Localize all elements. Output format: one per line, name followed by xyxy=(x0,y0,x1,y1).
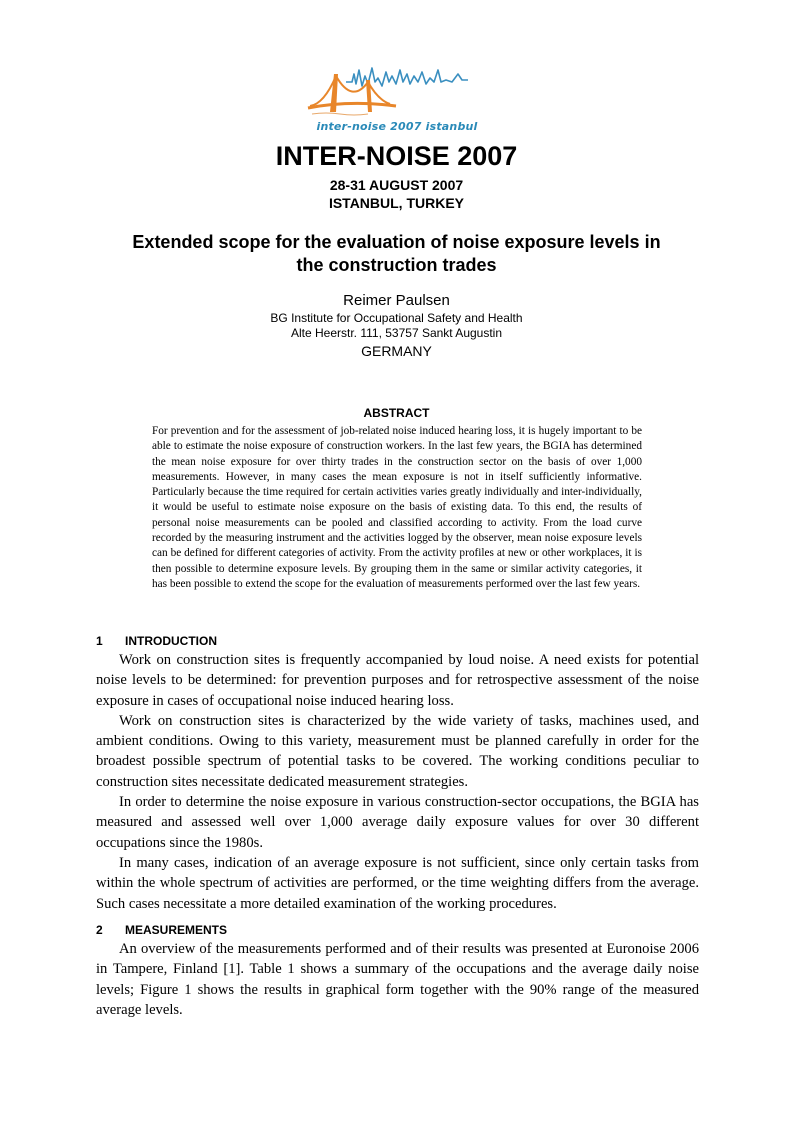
section-number: 1 xyxy=(96,634,103,648)
logo-text: inter-noise 2007 istanbul xyxy=(316,120,478,133)
section-title: INTRODUCTION xyxy=(125,634,217,648)
section-body-introduction xyxy=(96,650,699,914)
paragraph: An overview of the measurements performed and of their results was presented at Euronoise 2006 in Tampere, Finland [1]. Table 1 shows a summary of the occupations and the average daily noise levels; Figure 1 shows the results in graphical form together with the 90% range of the measured average levels. xyxy=(96,941,699,1018)
abstract-text: For prevention and for the assessment of job-related noise induced hearing loss, it is hugely important to be able to estimate the noise exposure of construction workers. In the last few years, the BGIA has determined the mean noise exposure for over thirty trades in the construction sector on the basis of over 1,000 measurements. However, in many cases the mean exposure is not in itself sufficiently informative. Particularly because the time required for certain activities varies greatly individually and inter-individually, it would be useful to estimate noise exposure on the basis of existing data. To this end, the results of personal noise measurements can be pooled and classified according to activity. From the load curve recorded by the measuring instrument and the activities logged by the observer, mean noise exposure levels can be defined for different categories of activity. From the activity profiles at new or other workplaces, it is then possible to determine exposure levels. By grouping them in the same or similar activity categories, it has been possible to extend the scope for the evaluation of measurements performed over the last few years. xyxy=(152,425,642,590)
conference-location: ISTANBUL, TURKEY xyxy=(328,195,465,211)
bridge-logo-icon xyxy=(306,60,488,120)
affiliation-country: GERMANY xyxy=(361,343,432,359)
conference-logo xyxy=(306,60,488,134)
conference-title: INTER-NOISE 2007 xyxy=(275,141,518,171)
section-title: MEASUREMENTS xyxy=(125,923,228,937)
affiliation-institute: BG Institute for Occupational Safety and Health xyxy=(270,311,523,325)
paper-title-line-2: the construction trades xyxy=(296,255,497,275)
abstract-heading: ABSTRACT xyxy=(363,406,430,420)
conference-date: 28-31 AUGUST 2007 xyxy=(329,177,464,193)
paragraph: In order to determine the noise exposure in various construction-sector occupations, the BGIA has measured and assessed well over 1,000 average daily exposure values for over 30 different occupations since the 1980s. xyxy=(96,794,699,851)
paper-title-line-1: Extended scope for the evaluation of noise exposure levels in xyxy=(132,232,661,252)
paragraph: In many cases, indication of an average exposure is not sufficient, since only certain tasks from within the whole spectrum of activities are performed, or the time weighting differs from the average. Such cases necessitate a more detailed examination of the working procedures. xyxy=(96,854,699,912)
paragraph: Work on construction sites is frequently accompanied by loud noise. A need exists for potential noise levels to be determined: for prevention purposes and for retrospective assessment of the noise exposure in cases of occupational noise induced hearing loss. xyxy=(96,652,699,709)
paragraph: Work on construction sites is characterized by the wide variety of tasks, machines used, and ambient conditions. Owing to this variety, measurement must be planned carefully in order for the broadest possible spectrum of potential tasks to be covered. The working conditions peculiar to construction sites necessitate dedicated measurement strategies. xyxy=(96,712,699,790)
section-heading-introduction xyxy=(96,634,217,649)
affiliation-address: Alte Heerstr. 111, 53757 Sankt Augustin xyxy=(290,326,503,340)
paper-title xyxy=(100,231,693,277)
section-body-measurements xyxy=(96,939,699,1020)
section-number: 2 xyxy=(96,923,103,937)
section-heading-measurements xyxy=(96,923,227,938)
author-name: Reimer Paulsen xyxy=(343,292,450,309)
